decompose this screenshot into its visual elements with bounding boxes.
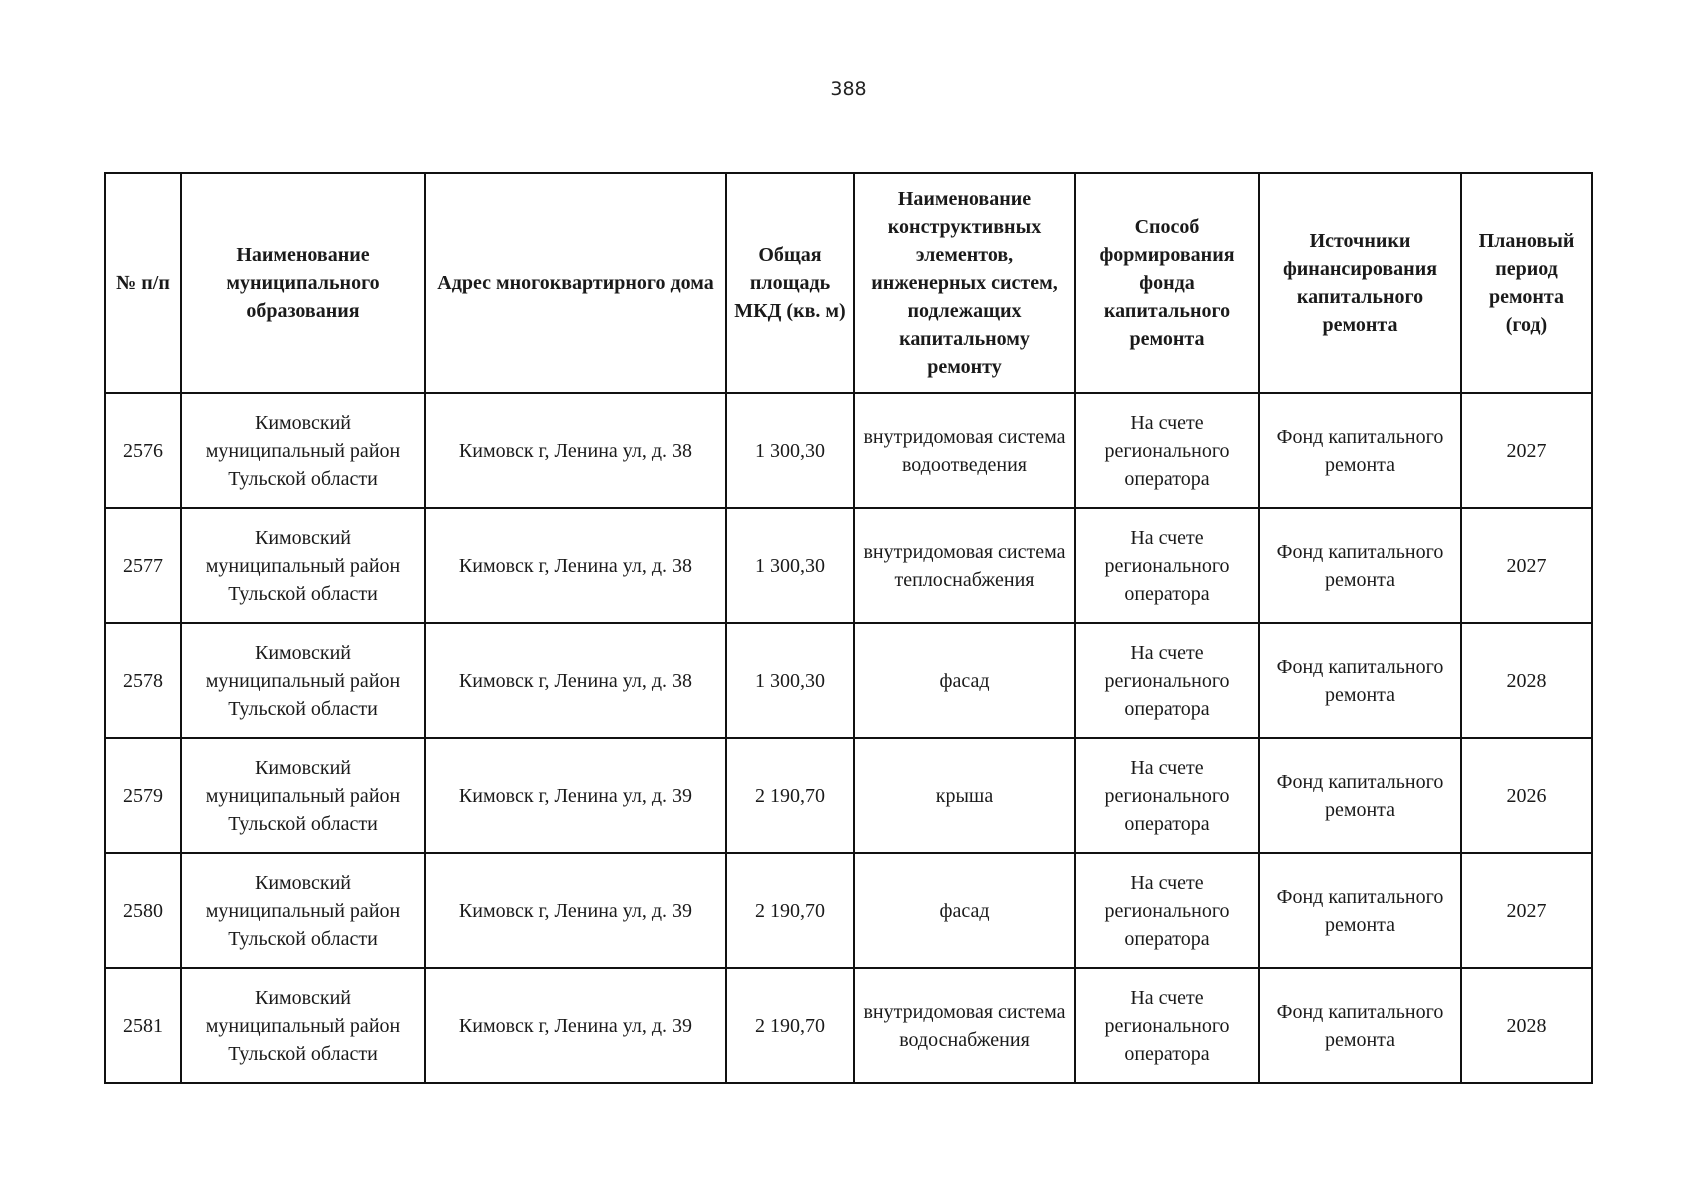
- capital-repair-table: [104, 172, 1593, 1084]
- cell-number: 2581: [105, 968, 181, 1083]
- cell-address: Кимовск г, Ленина ул, д. 38: [425, 508, 726, 623]
- cell-number: 2579: [105, 738, 181, 853]
- table-row: [105, 393, 1592, 508]
- cell-financing: Фонд капитального ремонта: [1259, 393, 1461, 508]
- cell-elements: внутридомовая система водоснабжения: [854, 968, 1075, 1083]
- cell-period: 2028: [1461, 968, 1592, 1083]
- header-number: № п/п: [105, 173, 181, 393]
- cell-period: 2026: [1461, 738, 1592, 853]
- cell-fund-method: На счете регионального оператора: [1075, 968, 1259, 1083]
- header-municipality: Наименование муниципального образования: [181, 173, 425, 393]
- cell-period: 2027: [1461, 393, 1592, 508]
- table-row: [105, 853, 1592, 968]
- cell-period: 2027: [1461, 853, 1592, 968]
- header-financing: Источники финансирования капитального ремонта: [1259, 173, 1461, 393]
- cell-elements: внутридомовая система теплоснабжения: [854, 508, 1075, 623]
- cell-number: 2576: [105, 393, 181, 508]
- cell-financing: Фонд капитального ремонта: [1259, 623, 1461, 738]
- cell-municipality: Кимовский муниципальный район Тульской области: [181, 508, 425, 623]
- cell-area: 1 300,30: [726, 393, 854, 508]
- cell-financing: Фонд капитального ремонта: [1259, 738, 1461, 853]
- cell-area: 1 300,30: [726, 508, 854, 623]
- cell-number: 2580: [105, 853, 181, 968]
- cell-fund-method: На счете регионального оператора: [1075, 508, 1259, 623]
- table-row: [105, 508, 1592, 623]
- cell-financing: Фонд капитального ремонта: [1259, 968, 1461, 1083]
- cell-elements: фасад: [854, 623, 1075, 738]
- cell-area: 1 300,30: [726, 623, 854, 738]
- cell-fund-method: На счете регионального оператора: [1075, 738, 1259, 853]
- cell-elements: крыша: [854, 738, 1075, 853]
- cell-number: 2577: [105, 508, 181, 623]
- cell-fund-method: На счете регионального оператора: [1075, 623, 1259, 738]
- table-row: [105, 968, 1592, 1083]
- cell-municipality: Кимовский муниципальный район Тульской области: [181, 393, 425, 508]
- cell-municipality: Кимовский муниципальный район Тульской области: [181, 968, 425, 1083]
- cell-address: Кимовск г, Ленина ул, д. 38: [425, 623, 726, 738]
- header-period: Плановый период ремонта (год): [1461, 173, 1592, 393]
- page-number: 388: [830, 78, 867, 100]
- cell-fund-method: На счете регионального оператора: [1075, 393, 1259, 508]
- cell-number: 2578: [105, 623, 181, 738]
- cell-address: Кимовск г, Ленина ул, д. 39: [425, 968, 726, 1083]
- cell-financing: Фонд капитального ремонта: [1259, 853, 1461, 968]
- header-area: Общая площадь МКД (кв. м): [726, 173, 854, 393]
- cell-municipality: Кимовский муниципальный район Тульской области: [181, 623, 425, 738]
- header-fund-method: Способ формирования фонда капитального ремонта: [1075, 173, 1259, 393]
- cell-area: 2 190,70: [726, 853, 854, 968]
- table-header-row: [105, 173, 1592, 393]
- cell-period: 2028: [1461, 623, 1592, 738]
- cell-elements: внутридомовая система водоотведения: [854, 393, 1075, 508]
- header-elements: Наименование конструктивных элементов, инженерных систем, подлежащих капитальному ремонту: [854, 173, 1075, 393]
- header-address: Адрес многоквартирного дома: [425, 173, 726, 393]
- cell-area: 2 190,70: [726, 738, 854, 853]
- cell-elements: фасад: [854, 853, 1075, 968]
- cell-address: Кимовск г, Ленина ул, д. 39: [425, 853, 726, 968]
- cell-address: Кимовск г, Ленина ул, д. 39: [425, 738, 726, 853]
- table-row: [105, 738, 1592, 853]
- cell-fund-method: На счете регионального оператора: [1075, 853, 1259, 968]
- cell-financing: Фонд капитального ремонта: [1259, 508, 1461, 623]
- cell-area: 2 190,70: [726, 968, 854, 1083]
- cell-address: Кимовск г, Ленина ул, д. 38: [425, 393, 726, 508]
- cell-period: 2027: [1461, 508, 1592, 623]
- table-row: [105, 623, 1592, 738]
- cell-municipality: Кимовский муниципальный район Тульской области: [181, 853, 425, 968]
- cell-municipality: Кимовский муниципальный район Тульской области: [181, 738, 425, 853]
